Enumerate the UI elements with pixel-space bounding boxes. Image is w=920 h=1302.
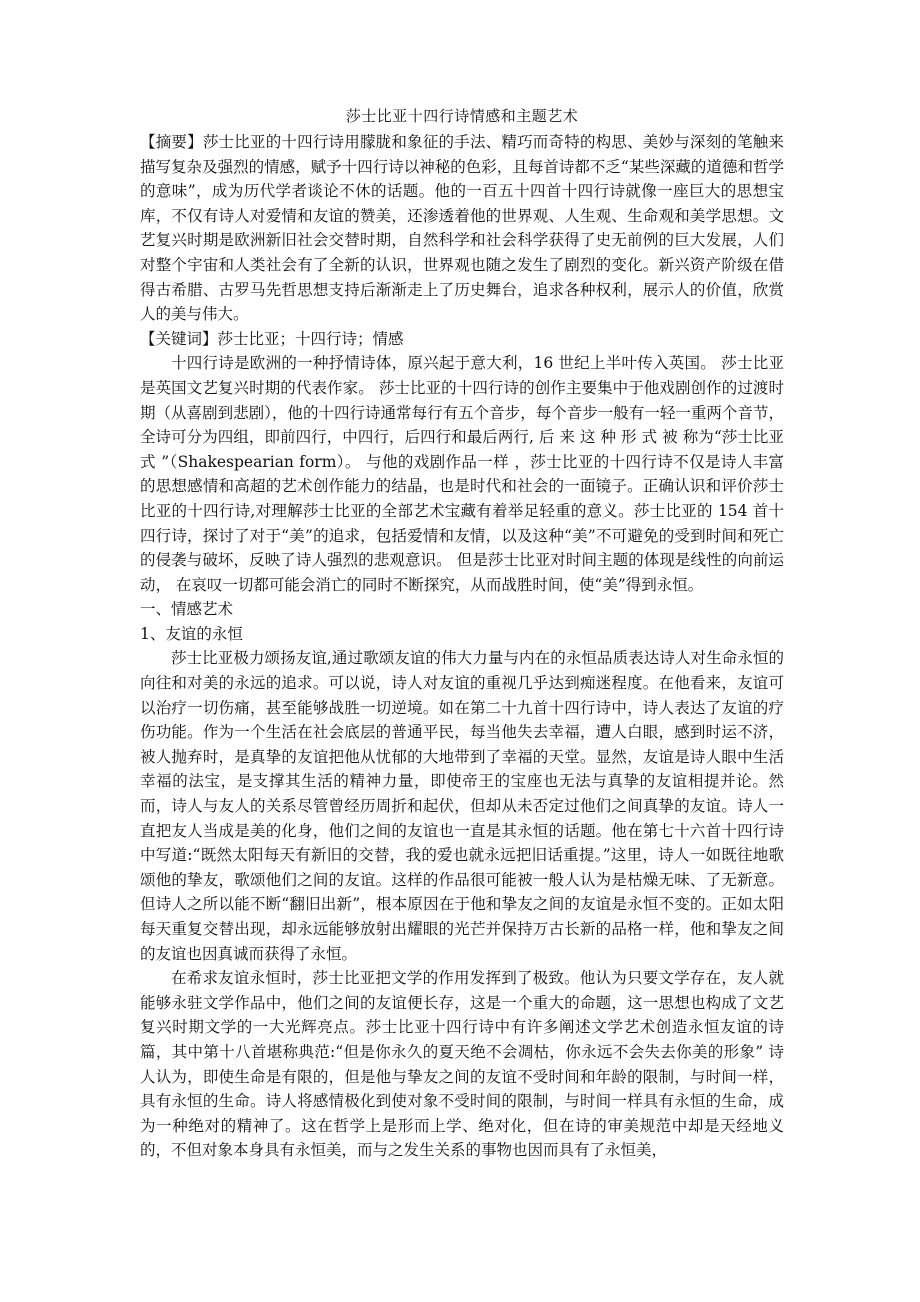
abstract-paragraph: 【摘要】莎士比亚的十四行诗用朦胧和象征的手法、精巧而奇特的构思、美妙与深刻的笔触来描写复杂及强烈的情感，赋予十四行诗以神秘的色彩，且每首诗都不乏“某些深藏的道德和哲学的意味”，成为历代学者谈论不休的话题。他的一百五十四首十四行诗就像一座巨大的思想宝库，不仅有诗人对爱情和友谊的赞美，还渗透着他的世界观、人生观、生命观和美学思想。文艺复兴时期是欧洲新旧社会交替时期，自然科学和社会科学获得了史无前例的巨大发展，人们对整个宇宙和人类社会有了全新的认识，世界观也随之发生了剧烈的变化。新兴资产阶级在借得古希腊、古罗马先哲思想支持后渐渐走上了历史舞台，追求各种权利，展示人的价值，欣赏人的美与伟大。 — [140, 133, 784, 324]
document-title: 莎士比亚十四行诗情感和主题艺术 — [345, 107, 579, 125]
document-page — [140, 104, 784, 1163]
intro-paragraph: 十四行诗是欧洲的一种抒情诗体，原兴起于意大利，16 世纪上半叶传入英国。 莎士比亚是英国文艺复兴时期的代表作家。 莎士比亚的十四行诗的创作主要集中于他戏剧创作的过渡时期（从喜剧到悲剧），他的十四行诗通常每行有五个音步，每个音步一般有一轻一重两个音节，全诗可分为四组，即前四行，中四行，后四行和最后两行, 后 来 这 种 形 式 被 称为“莎士比亚式 ”（Shakespearian form）。 与他的戏剧作品一样 ，莎士比亚的十四行诗不仅是诗人丰富的思想感情和高超的艺术创作能力的结晶，也是时代和社会的一面镜子。正确认识和评价莎士比亚的十四行诗,对理解莎士比亚的全部艺术宝藏有着举足轻重的意义。莎士比亚的 154 首十四行诗，探讨了对于“美”的追求，包括爱情和友情，以及这种“美”不可避免的受到时间和死亡的侵袭与破坏，反映了诗人强烈的悲观意识。 但是莎士比亚对时间主题的体现是线性的向前运动， 在哀叹一切都可能会消亡的同时不断探究，从而战胜时间，使“美”得到永恒。 — [140, 354, 784, 594]
keywords-line: 【关键词】莎士比亚；十四行诗；情感 — [140, 329, 404, 348]
section-heading-emotion-art: 一、情感艺术 — [140, 600, 234, 619]
literature-paragraph: 在希求友谊永恒时，莎士比亚把文学的作用发挥到了极致。他认为只要文学存在，友人就能够永驻文学作品中，他们之间的友谊便长存，这是一个重大的命题，这一思想也构成了文艺复兴时期文学的一大光辉亮点。莎士比亚十四行诗中有许多阐述文学艺术创造永恒友谊的诗篇，其中第十八首堪称典范:“但是你永久的夏天绝不会凋枯，你永远不会失去你美的形象” 诗人认为，即使生命是有限的，但是他与挚友之间的友谊不受时间和年龄的限制，与时间一样，具有永恒的生命。诗人将感情极化到使对象不受时间的限制，与时间一样具有永恒的生命，成为一种绝对的精神了。这在哲学上是形而上学、绝对化，但在诗的审美规范中却是天经地义的，不但对象本身具有永恒美，而与之发生关系的事物也因而具有了永恒美， — [140, 969, 784, 1160]
subsection-heading-friendship: 1、友谊的永恒 — [140, 624, 243, 643]
friendship-paragraph: 莎士比亚极力颂扬友谊,通过歌颂友谊的伟大力量与内在的永恒品质表达诗人对生命永恒的向往和对美的永远的追求。可以说，诗人对友谊的重视几乎达到痴迷程度。在他看来，友谊可以治疗一切伤痛，甚至能够战胜一切逆境。如在第二十九首十四行诗中，诗人表达了友谊的疗伤功能。作为一个生活在社会底层的普通平民，每当他失去幸福，遭人白眼，感到时运不济，被人抛弃时，是真挚的友谊把他从忧郁的大地带到了幸福的天堂。显然，友谊是诗人眼中生活幸福的法宝，是支撑其生活的精神力量，即使帝王的宝座也无法与真挚的友谊相提并论。然而，诗人与友人的关系尽管曾经历周折和起伏，但却从未否定过他们之间真挚的友谊。诗人一直把友人当成是美的化身，他们之间的友谊也一直是其永恒的话题。他在第七十六首十四行诗中写道:“既然太阳每天有新旧的交替，我的爱也就永远把旧话重提。”这里，诗人一如既往地歌颂他的挚友，歌颂他们之间的友谊。这样的作品很可能被一般人认为是枯燥无味、了无新意。但诗人之所以能不断“翻旧出新”，根本原因在于他和挚友之间的友谊是永恒不变的。正如太阳每天重复交替出现，却永远能够放射出耀眼的光芒并保持万古长新的品格一样，他和挚友之间的友谊也因真诚而获得了永恒。 — [140, 649, 784, 963]
